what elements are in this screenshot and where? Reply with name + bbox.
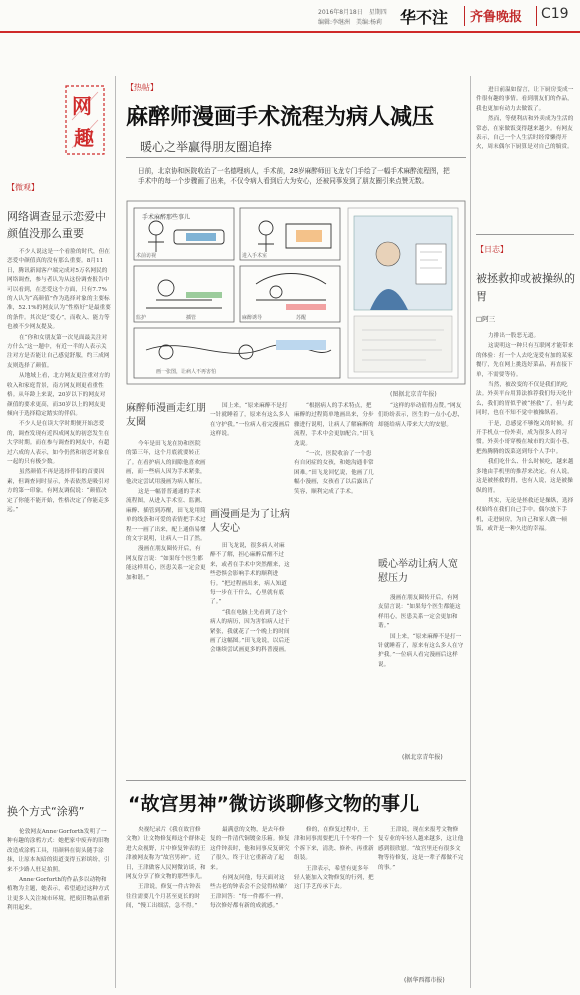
article2-col1 [126, 826, 206, 984]
left-title: 网络调查显示恋爱中颜值没那么重要 [7, 210, 106, 240]
article1-sub1: 麻醉师漫画走红朋友圈 [126, 403, 206, 428]
left-paragraph: 从地域上看，北方网友更注重对方的收入和家庭背景，南方网友则更看重性格。从年龄上来说，20岁以下的网友对颜值的要求更高，而30岁以上的网友更倾向于选择稳定踏实的伴侣。 [7, 373, 111, 417]
article1-paragraph: 国上来，“原来麻醉不是打一针就睡着了，原来有这么多人在守护我。”一位病人看完漫画后这样说。 [378, 633, 464, 668]
paper-logo: 齐鲁晚报 [470, 10, 523, 25]
right-tag: 【日志】 [476, 245, 508, 254]
left-paragraph: Anne·Gorforth的作品多以动物和植物为主题，她表示，希望通过这种方式让更多人关注城市环境，把废旧物品重新利用起来。 [7, 877, 110, 912]
feature-tag: 【热帖】 [126, 83, 158, 92]
comic-caption: 术前访视 [136, 253, 157, 259]
article2-col3 [294, 826, 374, 984]
logo-char-2: 趣 [74, 126, 94, 150]
header-date: 2016年8月18日 星期四 [318, 9, 387, 16]
feature-headline: 麻醉师漫画手术流程为病人减压 [126, 105, 435, 130]
right-paragraph: 力排出一股恶无道。 [488, 333, 540, 339]
comic-caption: 麻醉诱导 [242, 315, 263, 321]
feature-rule [126, 157, 466, 158]
article2-col2 [210, 826, 290, 984]
left-paragraph: 虽然颜值不再是选择伴侣的首要因素，但调查同时显示，外表依然是吸引对方的第一印象。有网友调侃说：“颜值决定了你能不能开始，性格决定了你能走多远。” [7, 469, 110, 513]
comic-caption: 插管 [186, 315, 197, 321]
article2-col4 [378, 826, 464, 974]
article1-paragraph: “这样的举动值得点赞。”网友们纷纷表示，医生的一点小心思，却能给病人带来大大的安慰。 [378, 403, 464, 428]
header-editors: 编辑:李继洲 美编:杨莉 [318, 19, 383, 26]
article1-paragraph: “一次，医院收治了一个患有自闭症的女孩，和她沟通非常困难。”田飞龙回忆说，他画了几幅小漫画，女孩看了以后露出了笑容，顺利完成了手术。 [294, 451, 374, 495]
right-paragraph: 当然，被改变的不仅是我们的吃法。外卖平台用算法推荐我们每天吃什么，我们的胃似乎被“拯救”了，但与此同时，也在不知不觉中被操纵着。 [476, 382, 574, 417]
photo-caption: (图据北京青年报) [390, 391, 437, 398]
section-title: 华不注 [400, 8, 449, 27]
comic-caption: 监护 [136, 315, 147, 321]
right-rule [476, 234, 574, 235]
article1-paragraph: 国上来，“原来麻醉不是打一针就睡着了，原来有这么多人在守护我。”一位病人看完漫画后这样说。 [210, 403, 290, 438]
feature-lead: 日前，北京协和医院收治了一名德哩病人，手术前，28岁麻醉师田飞龙专门手绘了一幅手术麻醉流程图，把手术中的每一个步骤画了出来，不仅令病人看到后大为安心，还被同事发到了朋友圈引来点赞无数。 [138, 167, 450, 185]
article1-col4-top [378, 402, 464, 554]
header-divider [464, 6, 465, 26]
left-title-2: 换个方式“涂鸦” [7, 805, 85, 818]
left-paragraph: 不少人是在读大学时期便开始恋爱的，调查发现有近四成网友的初恋发生在大学时期。而在参与调查的网友中，有超过六成的人表示，如今仍然和初恋对象在一起的只有极少数。 [7, 421, 110, 465]
right-column-rule [470, 76, 471, 988]
article1-col3 [294, 402, 374, 778]
comic-caption: 进入手术室 [242, 253, 268, 259]
right-author: □阿三 [476, 315, 496, 323]
left-paragraph: 在“你和女朋友第一次见面最关注对方什么”这一题中，有近一半的人表示关注对方是否能让自己感觉舒服，约三成网友则选择了颜值。 [7, 334, 110, 369]
left-column-rule [115, 76, 116, 988]
logo-char-1: 网 [72, 94, 92, 118]
right-paragraph: 然而，等便利店和外卖成为生活的常态，在家做饭变得越来越少。有网友表示，自己一个人生活时经常懒得开火，周末偶尔下厨算是对自己的犒赏。 [476, 116, 574, 151]
article-divider [126, 780, 466, 781]
article1-paragraph: 漫画在朋友圈传开后，有网友留言说：“如果每个医生都能这样用心，医患关系一定会更加和谐。” [378, 595, 461, 630]
right-paragraph: 我们吃什么、什么时候吃，越来越多地由手机里的推荐来决定。有人说，这是被拯救的胃，也有人说，这是被操纵的胃。 [476, 459, 574, 494]
article2-paragraph: 最满意的文物，是去年修复的一件清代铜镀金乐箱。修复这件钟表时，他和同事反复研究了很久，终于让它重新动了起来。 [210, 827, 290, 871]
article1-col4 [378, 594, 464, 744]
comic-drawing [126, 200, 466, 385]
comic-title: 手术麻醉那些事儿 [142, 214, 191, 221]
article1-paragraph: “根据病人的手术特点，把麻醉的过程简单地画出来，分步骤进行说明，让病人了解麻醉的流程，手术中会更加配合。”田飞龙说。 [294, 403, 374, 447]
article1-sub2: 画漫画是为了让病人安心 [210, 509, 290, 534]
article1-col2-top [210, 402, 290, 504]
comic-note: 画一张图，让病人不再害怕 [156, 369, 217, 375]
article2-paragraph: 王津表示，希望有更多年轻人能加入文物修复的行列，把这门手艺传承下去。 [294, 865, 374, 891]
right-paragraph: 其实，无论是拯救还是操纵，选择权始终在我们自己手中。偶尔放下手机，走进厨房，为自己和家人做一顿饭，或许是一种久违的幸福。 [476, 497, 574, 533]
article2-headline: “故宫男神”微访谈聊修文物的事儿 [128, 793, 419, 815]
right-top-body [476, 86, 574, 226]
article1-credit: (据北京青年报) [402, 754, 443, 761]
comic-illustration [126, 200, 466, 385]
right-title: 被拯救抑或被操纵的胃 [476, 272, 575, 303]
column-logo [64, 84, 106, 156]
left-body-2 [7, 828, 111, 988]
header-rule [0, 31, 580, 33]
left-tag: 【微观】 [7, 183, 39, 192]
article1-paragraph: “我在电脑上先看到了这个病人的病历，因为害怕病人过于紧张，我就花了一个晚上的时间画了这幅图。”田飞龙说，以后还会继续尝试画更多的科普漫画。 [210, 609, 290, 654]
article2-paragraph: 有网友问他，每天面对这些古老的钟表会不会觉得枯燥？王津回答：“每一件都不一样，每次修好都有新的成就感。” [210, 875, 290, 910]
feature-subhead: 暖心之举赢得朋友圈追捧 [140, 140, 273, 154]
right-paragraph: 这说明这一种只有互联网才能带来的体验：打一个人去吃宠爱有加的某家餐厅，先在网上挑选好菜品，再直接下单，不需要等待。 [476, 343, 574, 378]
left-body [7, 248, 111, 785]
right-body [476, 332, 574, 988]
article1-paragraph: 漫画在朋友圈传开后，有网友留言说：“如果每个医生都能这样用心，医患关系一定会更加和谐。” [126, 546, 206, 581]
article2-paragraph: 王津说，修复一件古钟表往往需要几个月甚至更长的时间，“慢工出细活，急不得。” [126, 884, 201, 910]
right-paragraph: 进日前温如留言，让下厨房变成一件很有趣的事情。看到朋友们的作品，我也更加有动力去做饭了。 [476, 87, 574, 112]
article1-sub3: 暖心举动让病人宽慰压力 [378, 559, 458, 584]
page-number: C19 [541, 6, 569, 22]
comic-caption: 苏醒 [296, 315, 307, 321]
article1-paragraph: 今年是田飞龙在协和医院的第三年，这个月底就要转正了。在看护病人的间隙他喜欢画画，而一些病人因为手术紧张，他决定尝试用漫画为病人解压。 [126, 441, 206, 485]
article2-paragraph: 王津说，现在来报考文物修复专业的年轻人越来越多，这让他感到很欣慰。“故宫里还有很多文物等待修复，这是一辈子都做不完的事。” [378, 827, 464, 871]
article2-credit: (据华西都市报) [404, 977, 445, 984]
left-paragraph: 伦敦网友Anne·Gorforth发明了一种有趣的涂鸦方式：她把家中废弃的旧物改造成涂鸦工具，用颜料在街头随手涂抹，让原本灰暗的街道变得五彩缤纷，引来不少路人驻足拍照。 [7, 829, 110, 873]
right-paragraph: 于是，总感觉不够饱又的时候，打开手机点一份外卖，成为很多人的习惯。外卖小哥穿梭在城市的大街小巷，把热腾腾的饭菜送到每个人手中。 [476, 420, 574, 455]
article2-paragraph: 央视纪录片《我在故宫修文物》让文物修复师这个群体走进大众视野，片中修复钟表的王津被网友称为“故宫男神”。近日，王津做客人民网微访谈，和网友分享了修文物的那些事儿。 [126, 827, 206, 881]
article1-col1 [126, 440, 206, 778]
article1-paragraph: 田飞龙说，很多病人对麻醉不了解，担心麻醉后醒不过来，或者在手术中突然醒来，这些恐惧会影响手术的顺利进行。“把过程画出来，病人知道每一步在干什么，心里就有底了。” [210, 543, 290, 606]
header-divider-2 [536, 6, 537, 26]
article2-paragraph: 修的，在修复过程中，王津和同事需要把几千个零件一个个拆下来，清洗、修补，再重新组装。 [294, 827, 374, 862]
left-paragraph: 不少人说这是一个看脸的时代，但在恋爱中颜值真的没有那么重要。8月11日，腾讯新闻客户端完成对5万名网民的网络调查，参与者认为从这份调查报告中可以看到，在恋爱这个方面，只有7.7%的人认为“高颜值”作为选择对象的主要标准，52.1%的网友认为“性格好”是最重要的条件。其次是“爱心”，而收入、能力等也被不少网友提及。 [7, 249, 111, 331]
article1-paragraph: 这是一幅普普通通的手术流程图，从进入手术室、监测、麻醉、插管到苏醒，田飞龙用简单的线条和可爱的表情把手术过程一一画了出来，配上通俗易懂的文字说明，让病人一目了然。 [126, 489, 206, 543]
article1-col2 [210, 542, 290, 778]
